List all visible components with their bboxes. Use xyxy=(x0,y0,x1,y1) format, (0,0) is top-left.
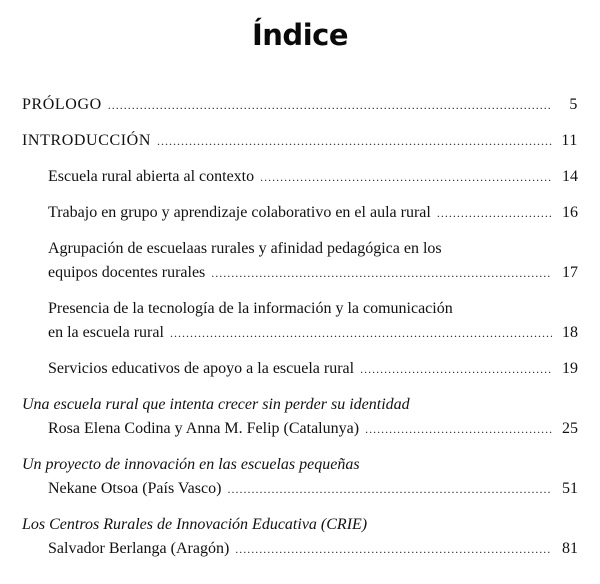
toc-section-heading[interactable]: Un proyecto de innovación en las escuelas pequeñas xyxy=(22,456,360,473)
toc-entry-page: 18 xyxy=(562,324,578,341)
toc-entry-trabajo-en-grupo[interactable] xyxy=(48,203,578,223)
toc-entry-agrupacion[interactable] xyxy=(48,263,578,283)
toc-entry-agrupacion-line1[interactable]: Agrupación de escuelaas rurales y afinidad pedagógica en los xyxy=(48,240,442,257)
page-title: Índice xyxy=(252,18,348,52)
dot-leader xyxy=(170,323,552,343)
toc-entry-codina-felip[interactable] xyxy=(48,419,578,439)
dot-leader xyxy=(211,263,552,283)
toc-entry-page: 14 xyxy=(562,168,578,185)
toc-entry-introduccion[interactable] xyxy=(22,131,578,151)
dot-leader xyxy=(227,479,552,499)
toc-entry-title: en la escuela rural xyxy=(48,324,164,341)
toc-entry-escuela-rural-abierta[interactable] xyxy=(48,167,578,187)
toc-entry-title: equipos docentes rurales xyxy=(48,264,206,281)
toc-section-heading[interactable]: Una escuela rural que intenta crecer sin perder su identidad xyxy=(22,396,410,413)
toc-entry-title: Servicios educativos de apoyo a la escuela rural xyxy=(48,360,355,377)
toc-entry-otsoa[interactable] xyxy=(48,479,578,499)
toc-entry-author: Rosa Elena Codina y Anna M. Felip (Catalunya) xyxy=(48,420,360,437)
toc-entry-title: INTRODUCCIÓN xyxy=(22,132,151,149)
toc-entry-page: 19 xyxy=(562,360,578,377)
toc-entry-title: Trabajo en grupo y aprendizaje colaborativo en el aula rural xyxy=(48,204,431,221)
toc-entry-page: 81 xyxy=(562,540,578,557)
toc-entry-page: 51 xyxy=(562,480,578,497)
toc-entry-page: 11 xyxy=(561,132,578,149)
toc-entry-page: 25 xyxy=(562,420,578,437)
toc-entry-author: Salvador Berlanga (Aragón) xyxy=(48,540,230,557)
toc-entry-title: Escuela rural abierta al contexto xyxy=(48,168,255,185)
toc-entry-page: 17 xyxy=(562,264,578,281)
dot-leader xyxy=(108,95,552,115)
dot-leader xyxy=(437,203,552,223)
toc-entry-presencia-line1[interactable]: Presencia de la tecnología de la información y la comunicación xyxy=(48,300,453,317)
toc-entry-presencia[interactable] xyxy=(48,323,578,343)
toc-entry-title: PRÓLOGO xyxy=(22,96,102,113)
toc-entry-prologo[interactable] xyxy=(22,95,578,115)
toc-entry-page: 5 xyxy=(569,96,578,113)
dot-leader xyxy=(157,131,552,151)
dot-leader xyxy=(365,419,552,439)
dot-leader xyxy=(235,539,552,559)
toc-section-heading[interactable]: Los Centros Rurales de Innovación Educativa (CRIE) xyxy=(22,516,368,533)
dot-leader xyxy=(260,167,552,187)
toc-entry-page: 16 xyxy=(562,204,578,221)
toc-entry-author: Nekane Otsoa (País Vasco) xyxy=(48,480,222,497)
toc-entry-berlanga[interactable] xyxy=(48,539,578,559)
toc-entry-servicios-educativos[interactable] xyxy=(48,359,578,379)
dot-leader xyxy=(360,359,552,379)
